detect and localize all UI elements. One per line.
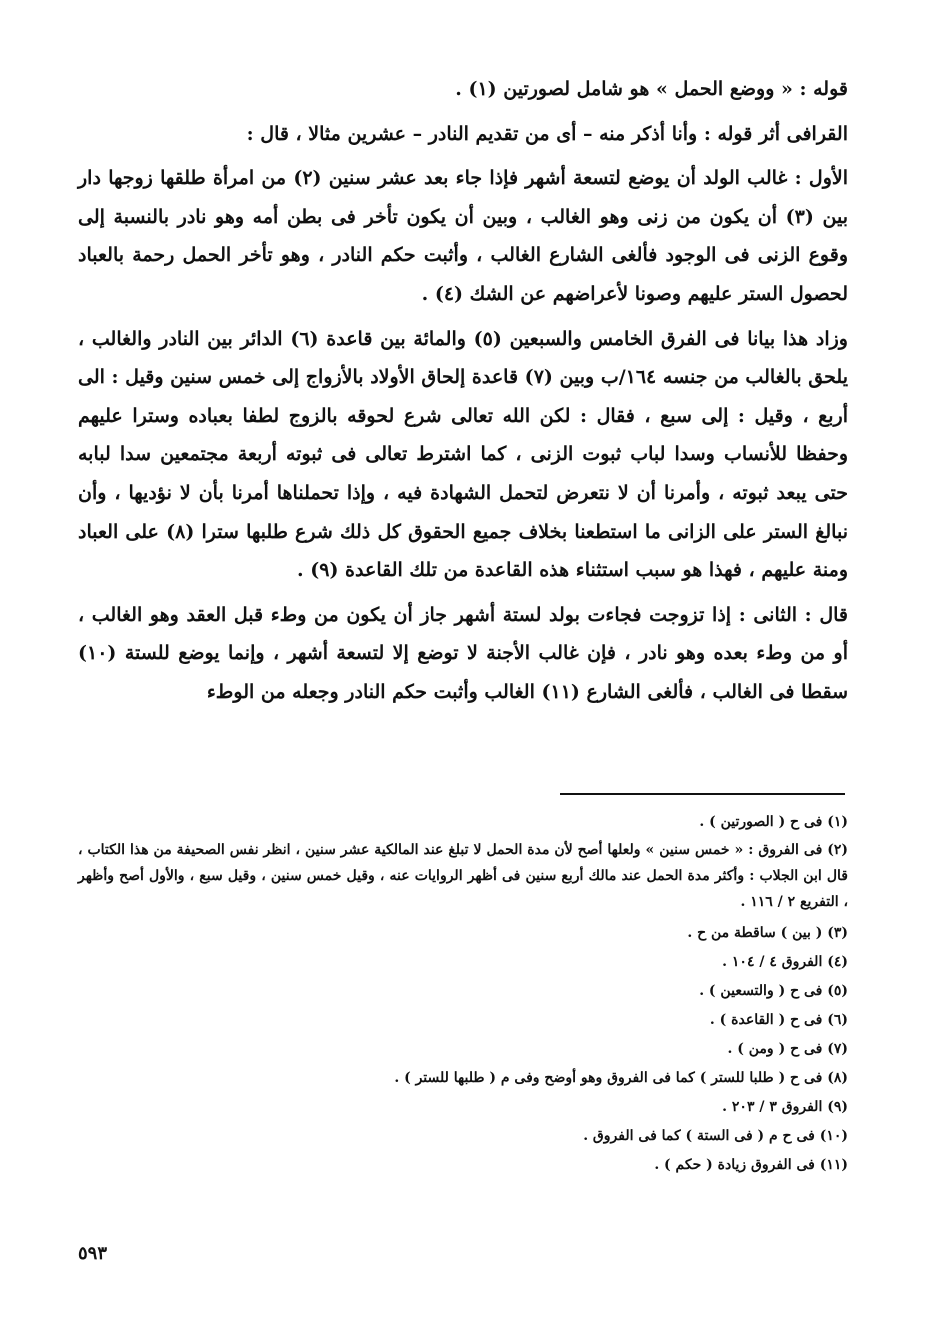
footnote: (٧) فى ح ( ومن ) . — [727, 1041, 848, 1057]
footnote-separator — [560, 793, 845, 795]
paragraph: وزاد هذا بيانا فى الفرق الخامس والسبعين (٥) والمائة بين قاعدة (٦) الدائر بين النادر والغالب ، يلحق بالغالب من جنسه ١٦٤/ب وبين (٧) قاعدة إلحاق الأولاد بالأزواج إلى خمس سنين وقيل : الى أربع ، وقيل : إلى سبع ، فقال : لكن الله تعالى شرع لحوقه بالزوج لطفا بعباده وسترا عليهم وحفظا للأنساب وسدا لباب ثبوت الزنى ، كما اشترط تعالى فى ثبوته أربعة مجتمعين سدا لبابه حتى يبعد ثبوته ، وأمرنا أن لا نتعرض لتحمل الشهادة فيه ، وإذا تحملناها أمرنا بأن لا نؤديها ، وأن نبالغ الستر على الزانى ما استطعنا بخلاف جميع الحقوق كل ذلك شرع طلبها سترا (٨) على العباد ومنة عليهم ، فهذا هو سبب استثناء هذه القاعدة من تلك القاعدة (٩) . — [78, 327, 848, 582]
footnotes — [78, 808, 848, 1180]
footnote: (٤) الفروق ٤ / ١٠٤ . — [722, 954, 848, 970]
footnote: (٩) الفروق ٣ / ٢٠٣ . — [722, 1099, 848, 1115]
footnote: (٨) فى ح ( طلبا للستر ) كما فى الفروق وهو أوضح وفى م ( طلبها للستر ) . — [394, 1070, 848, 1086]
main-text — [78, 70, 848, 712]
paragraph: الأول : غالب الولد أن يوضع لتسعة أشهر فإذا جاء بعد عشر سنين (٢) من امرأة طلقها زوجها دار بين (٣) أن يكون من زنى وهو الغالب ، وبين أن يكون تأخر فى بطن أمه وهو نادر بالنسبة إلى وقوع الزنى فى الوجود فألغى الشارع الغالب ، وأثبت حكم النادر ، وهو تأخر الحمل رحمة بالعباد لحصول الستر عليهم وصونا لأعراضهم عن الشك (٤) . — [78, 167, 848, 305]
paragraph: قوله : « ووضع الحمل » هو شامل لصورتين (١) . — [455, 78, 848, 100]
footnote: (١١) فى الفروق زيادة ( حكم ) . — [654, 1157, 848, 1173]
footnote: (١٠) فى ح م ( فى الستة ) كما فى الفروق . — [583, 1128, 848, 1144]
footnote: (٥) فى ح ( والتسعين ) . — [699, 983, 848, 999]
footnote: (٦) فى ح ( القاعدة ) . — [709, 1012, 848, 1028]
footnote: (٢) فى الفروق : « خمس سنين » ولعلها أصح لأن مدة الحمل لا تبلغ عند المالكية عشر سنين ، انظر نفس الصحيفة من هذا الكتاب ، قال ابن الجلاب : وأكثر مدة الحمل عند مالك أربع سنين فى أظهر الروايات عنه ، وقيل خمس سنين ، وقيل سبع ، والأول أصح وأظهر ، التفريع ٢ / ١١٦ . — [78, 842, 848, 910]
paragraph: قال : الثانى : إذا تزوجت فجاءت بولد لستة أشهر جاز أن يكون من وطء قبل العقد وهو الغالب ، أو من وطء بعده وهو نادر ، فإن غالب الأجنة لا توضع إلا لتسعة أشهر ، وإنما يوضع للستة (١٠) سقطا فى الغالب ، فألغى الشارع (١١) الغالب وأثبت حكم النادر وجعله من الوطء — [78, 603, 848, 703]
page-number: ٥٩٣ — [78, 1243, 108, 1264]
paragraph: القرافى أثر قوله : وأنا أذكر منه – أى من تقديم النادر – عشرين مثالا ، قال : — [246, 122, 848, 145]
footnote: (٣) ( بين ) ساقطة من ح . — [687, 925, 848, 941]
footnote: (١) فى ح ( الصورتين ) . — [699, 814, 848, 830]
